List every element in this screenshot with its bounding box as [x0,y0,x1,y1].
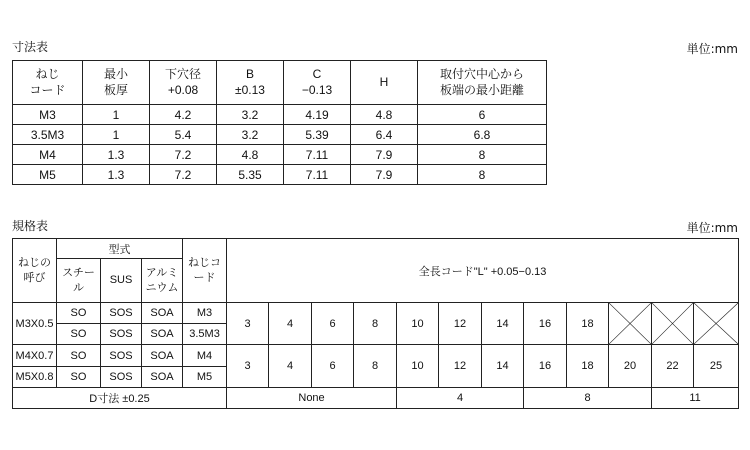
specs-table [12,238,739,409]
cross-mark-icon [652,303,693,344]
header-screw-code: ねじ コード [13,61,83,105]
cell-length: 6 [312,303,354,345]
dimensions-title: 寸法表 [12,40,49,54]
header-sus: SUS [101,259,142,303]
cell: SOS [101,303,142,324]
cross-mark-icon [609,303,651,344]
cell-length: 18 [567,345,609,388]
cell-length: 8 [354,303,397,345]
not-available-cross [694,303,739,345]
d-value-cell: None [227,388,397,409]
cell-length: 12 [439,345,482,388]
cell-length: 22 [652,345,694,388]
cell: 7.11 [284,145,351,165]
cell: 7.11 [284,165,351,185]
cell-length: 3 [227,345,269,388]
cell-nominal: M4X0.7 [13,345,57,367]
table-row [13,303,739,324]
d-value-cell: 4 [397,388,524,409]
cell: 4.19 [284,105,351,125]
cell: 1.3 [83,145,150,165]
cell-length: 10 [397,345,439,388]
dimensions-unit: 単位:mm [686,42,738,56]
cell: SOS [101,367,142,388]
cell: SO [57,345,101,367]
header-aluminum: アルミニウム [142,259,183,303]
cell-length: 4 [269,345,312,388]
cell: SOA [142,324,183,345]
cell: M4 [183,345,227,367]
cell: 5.4 [150,125,217,145]
cell-length: 20 [609,345,652,388]
cell-length: 3 [227,303,269,345]
cell: 3.2 [217,105,284,125]
header-type: 型式 [57,239,183,259]
cell: SO [57,324,101,345]
cell-length: 4 [269,303,312,345]
cell: 4.8 [351,105,418,125]
dimensions-header-row [13,61,547,105]
cell: 7.9 [351,165,418,185]
cell: SOA [142,345,183,367]
header-steel: スチール [57,259,101,303]
cell: 7.9 [351,145,418,165]
cross-mark-icon [694,303,738,344]
header-b: B ±0.13 [217,61,284,105]
cell: SO [57,303,101,324]
table-row [13,145,547,165]
cell: SO [57,367,101,388]
header-edge-distance: 取付穴中心から 板端の最小距離 [418,61,547,105]
cell-length: 25 [694,345,739,388]
table-row [13,105,547,125]
header-c: C −0.13 [284,61,351,105]
not-available-cross [609,303,652,345]
cell: 1 [83,105,150,125]
not-available-cross [652,303,694,345]
cell: 8 [418,165,547,185]
cell-length: 16 [524,345,567,388]
specs-title: 規格表 [12,219,49,233]
header-total-length: 全長コード"L" +0.05−0.13 [227,239,739,303]
cell: 3.5M3 [183,324,227,345]
cell-nominal: M3X0.5 [13,303,57,345]
cell-length: 8 [354,345,397,388]
cell: M5 [13,165,83,185]
cell: 4.8 [217,145,284,165]
cell: M3 [183,303,227,324]
header-nominal: ねじの呼び [13,239,57,303]
cell: 6.4 [351,125,418,145]
cell: 4.2 [150,105,217,125]
cell: 6.8 [418,125,547,145]
cell: SOA [142,303,183,324]
cell: 7.2 [150,145,217,165]
cell: SOA [142,367,183,388]
header-pilot-hole: 下穴径 +0.08 [150,61,217,105]
cell: 5.35 [217,165,284,185]
cell-length: 14 [482,303,524,345]
cell: 1.3 [83,165,150,185]
specs-unit: 単位:mm [686,221,738,235]
header-h: H [351,61,418,105]
cell: 5.39 [284,125,351,145]
cell: 6 [418,105,547,125]
cell: M5 [183,367,227,388]
table-row [13,165,547,185]
cell: SOS [101,324,142,345]
table-row [13,345,739,367]
d-value-cell: 8 [524,388,652,409]
cell-length: 10 [397,303,439,345]
cell: 8 [418,145,547,165]
cell: SOS [101,345,142,367]
cell-nominal: M5X0.8 [13,367,57,388]
cell: M3 [13,105,83,125]
cell: M4 [13,145,83,165]
table-row [13,125,547,145]
cell-length: 6 [312,345,354,388]
specs-header-row [13,239,739,259]
cell: 7.2 [150,165,217,185]
header-screw-code: ねじコード [183,239,227,303]
cell-length: 16 [524,303,567,345]
cell: 1 [83,125,150,145]
d-dimension-row [13,388,739,409]
header-min-thickness: 最小 板厚 [83,61,150,105]
cell: 3.5M3 [13,125,83,145]
cell: 3.2 [217,125,284,145]
d-dimension-label: D寸法 ±0.25 [13,388,227,409]
d-value-cell: 11 [652,388,739,409]
dimensions-table [12,60,547,185]
cell-length: 12 [439,303,482,345]
cell-length: 18 [567,303,609,345]
cell-length: 14 [482,345,524,388]
